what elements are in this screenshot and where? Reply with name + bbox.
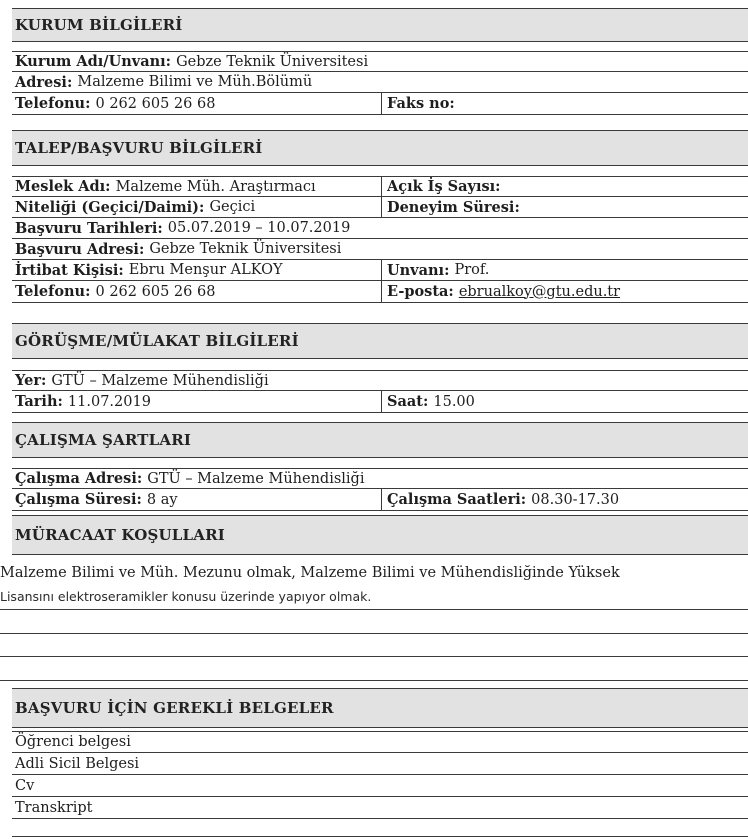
- muracaat-line-2: Lisansını elektroseramikler konusu üzerinde yapıyor olmak.: [0, 589, 372, 604]
- belge-item: Öğrenci belgesi: [12, 731, 748, 753]
- divider: [0, 656, 748, 657]
- row-kurum-adi: [12, 51, 748, 72]
- kurum-adi-label: Kurum Adı/Unvanı: [15, 53, 166, 70]
- row-calisma-sure: [12, 489, 748, 511]
- row-kurum-telefon: [12, 93, 748, 115]
- section-header-muracaat: [12, 515, 748, 555]
- row-basvuru-adres: [12, 239, 748, 260]
- yer-value: GTÜ – Malzeme Mühendisliği: [51, 372, 269, 389]
- saat-label: Saat: [387, 393, 423, 410]
- meslek-label: Meslek Adı: [15, 178, 106, 195]
- belge-item: Adli Sicil Belgesi: [12, 753, 748, 775]
- unvan-label: Unvanı: [387, 261, 445, 279]
- row-yer: [12, 370, 748, 391]
- nitelik-value: Geçici: [209, 199, 256, 215]
- calisma-saat-label: Çalışma Saatleri: [387, 491, 521, 508]
- row-meslek: [12, 176, 748, 197]
- irtibat-value: Ebru Menşur ALKOY: [128, 262, 283, 278]
- acik-is-label: Açık İş Sayısı: [387, 178, 496, 195]
- belge-item: Transkript: [12, 797, 748, 819]
- section-header-calisma: [12, 422, 748, 458]
- divider: [0, 633, 748, 634]
- divider: [0, 680, 748, 681]
- talep-telefon-label: Telefonu: [15, 283, 86, 300]
- row-nitelik: [12, 197, 748, 218]
- nitelik-cell: Niteliği (Geçici/Daimi) : Geçici: [15, 198, 256, 216]
- calisma-sure-value: 8 ay: [146, 491, 178, 508]
- row-calisma-adres: [12, 468, 748, 489]
- tarih-label: Tarih: [15, 393, 58, 410]
- nitelik-label: Niteliği (Geçici/Daimi): [15, 198, 200, 216]
- section-title: MÜRACAAT KOŞULLARI: [15, 526, 225, 544]
- meslek-cell: Meslek Adı : Malzeme Müh. Araştırmacı: [15, 178, 316, 195]
- section-header-kurum: [12, 8, 748, 42]
- kurum-faks-label: Faks no: [387, 95, 450, 112]
- section-title: ÇALIŞMA ŞARTLARI: [15, 431, 192, 449]
- section-title: KURUM BİLGİLERİ: [15, 16, 183, 34]
- unvan-cell: Unvanı : Prof.: [387, 261, 490, 279]
- divider: [0, 609, 748, 610]
- calisma-sure-cell: Çalışma Süresi : 8 ay: [15, 491, 178, 508]
- yer-label: Yer: [15, 372, 41, 389]
- muracaat-line-1: Malzeme Bilimi ve Müh. Mezunu olmak, Malzeme Bilimi ve Mühendisliğinde Yüksek: [0, 565, 620, 581]
- talep-telefon-cell: Telefonu : 0 262 605 26 68: [15, 283, 216, 300]
- irtibat-label: İrtibat Kişisi: [15, 261, 119, 279]
- deneyim-cell: Deneyim Süresi :: [387, 198, 520, 216]
- basvuru-adres-cell: Başvuru Adresi : Gebze Teknik Üniversitesi: [15, 240, 342, 258]
- kurum-telefon-cell: Telefonu : 0 262 605 26 68: [15, 95, 216, 112]
- eposta-link[interactable]: ebrualkoy@gtu.edu.tr: [458, 283, 621, 300]
- basvuru-adres-value: Gebze Teknik Üniversitesi: [149, 241, 342, 257]
- section-header-talep: [12, 130, 748, 166]
- kurum-adi-cell: Kurum Adı/Unvanı : Gebze Teknik Üniversitesi: [15, 53, 369, 70]
- basvuru-tarih-cell: Başvuru Tarihleri : 05.07.2019 – 10.07.2019: [15, 219, 351, 237]
- kurum-adres-label: Adresi: [15, 73, 67, 91]
- section-title: BAŞVURU İÇİN GEREKLİ BELGELER: [15, 699, 334, 717]
- belge-item-empty: [12, 819, 748, 837]
- kurum-faks-cell: Faks no :: [387, 95, 455, 112]
- kurum-adres-value: Malzeme Bilimi ve Müh.Bölümü: [77, 74, 313, 90]
- saat-cell: Saat : 15.00: [387, 393, 475, 410]
- calisma-adres-value: GTÜ – Malzeme Mühendisliği: [147, 470, 365, 487]
- row-kurum-adres: [12, 72, 748, 93]
- row-basvuru-tarih: [12, 218, 748, 239]
- kurum-adi-value: Gebze Teknik Üniversitesi: [176, 53, 369, 70]
- deneyim-label: Deneyim Süresi: [387, 198, 515, 216]
- unvan-value: Prof.: [454, 262, 490, 278]
- section-title: TALEP/BAŞVURU BİLGİLERİ: [15, 139, 263, 157]
- tarih-value: 11.07.2019: [67, 393, 151, 410]
- calisma-saat-cell: Çalışma Saatleri : 08.30-17.30: [387, 491, 620, 508]
- calisma-adres-cell: Çalışma Adresi : GTÜ – Malzeme Mühendisliği: [15, 470, 365, 487]
- row-irtibat: [12, 260, 748, 281]
- tarih-cell: Tarih : 11.07.2019: [15, 393, 151, 410]
- eposta-cell: E-posta : ebrualkoy@gtu.edu.tr: [387, 283, 621, 300]
- saat-value: 15.00: [433, 393, 475, 410]
- irtibat-cell: İrtibat Kişisi : Ebru Menşur ALKOY: [15, 261, 283, 279]
- basvuru-adres-label: Başvuru Adresi: [15, 240, 139, 258]
- yer-cell: Yer : GTÜ – Malzeme Mühendisliği: [15, 372, 269, 389]
- calisma-adres-label: Çalışma Adresi: [15, 470, 137, 487]
- kurum-telefon-label: Telefonu: [15, 95, 86, 112]
- basvuru-tarih-value: 05.07.2019 – 10.07.2019: [167, 220, 351, 236]
- kurum-telefon-value: 0 262 605 26 68: [95, 95, 216, 112]
- row-tarih-saat: [12, 391, 748, 413]
- section-title: GÖRÜŞME/MÜLAKAT BİLGİLERİ: [15, 332, 299, 350]
- basvuru-tarih-label: Başvuru Tarihleri: [15, 219, 158, 237]
- section-header-gorusme: [12, 323, 748, 359]
- calisma-sure-label: Çalışma Süresi: [15, 491, 137, 508]
- kurum-adres-cell: Adresi : Malzeme Bilimi ve Müh.Bölümü: [15, 73, 313, 91]
- section-header-belgeler: [12, 688, 748, 728]
- calisma-saat-value: 08.30-17.30: [531, 491, 620, 508]
- meslek-value: Malzeme Müh. Araştırmacı: [115, 178, 316, 195]
- acik-is-cell: Açık İş Sayısı :: [387, 178, 501, 195]
- eposta-label: E-posta: [387, 283, 449, 300]
- talep-telefon-value: 0 262 605 26 68: [95, 283, 216, 300]
- belge-item: Cv: [12, 775, 748, 797]
- row-talep-telefon: [12, 281, 748, 303]
